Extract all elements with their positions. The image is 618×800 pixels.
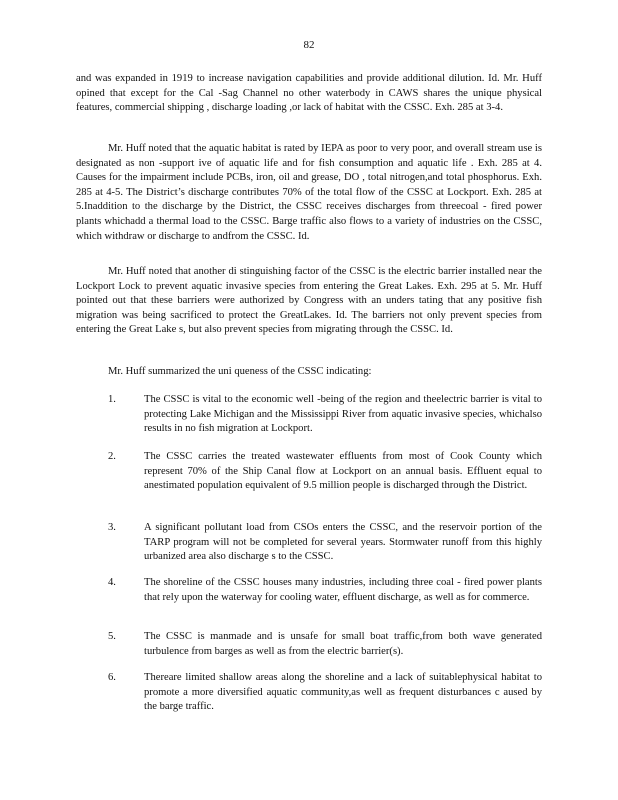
list-item-number: 1.: [108, 394, 116, 405]
list-item-text: Thereare limited shallow areas along the shoreline and a lack of suitablephysical habitat to promote a more diversified aquatic community,as well as frequent disturbances c aused by the barge traffic.: [144, 672, 542, 713]
paragraph-channel-history: and was expanded in 1919 to increase navigation capabilities and provide additional dilution. Id. Mr. Huff opined that except for the Cal -Sag Channel no other waterbody in CAWS shares the unique physical features, commercial shipping , discharge loading ,or lack of habitat with the CSSC. Exh. 285 at 3-4.: [76, 73, 542, 114]
list-item-text: The CSSC is vital to the economic well -being of the region and theelectric barrier is vital to protecting Lake Michigan and the Mississippi River from aquatic invasive species, whichalso results in no fish migration at Lockport.: [144, 394, 542, 435]
list-item-text: The CSSC is manmade and is unsafe for small boat traffic,from both wave generated turbulence from barges as well as from the electric barrier(s).: [144, 631, 542, 657]
list-item-number: 5.: [108, 631, 116, 642]
list-item-text: The CSSC carries the treated wastewater effluents from most of Cook County which represent 70% of the Ship Canal flow at Lockport on an annual basis. Effluent equal to anestimated population equivalent of 9.5 million people is discharged through the District.: [144, 451, 542, 492]
page-number: 82: [303, 39, 315, 51]
list-item-text: A significant pollutant load from CSOs enters the CSSC, and the reservoir portion of the TARP program will not be completed for several years. Stormwater runoff from this highly urbanized area also discharge s to the CSSC.: [144, 522, 542, 563]
paragraph-electric-barrier: Mr. Huff noted that another di stinguishing factor of the CSSC is the electric barrier installed near the Lockport Lock to prevent aquatic invasive species from entering the Great Lakes. Exh. 295 at 5. Mr. Huff pointed out that these barriers were authorized by Congress with an unders tating that any positive fish migration was being sacrificed to protect the GreatLakes. Id. The barriers not only prevent species from entering the Great Lake s, but also prevent species from migrating through the CSSC. Id.: [76, 266, 542, 336]
paragraph-summary-intro: Mr. Huff summarized the uni queness of the CSSC indicating:: [108, 366, 372, 377]
list-item-number: 2.: [108, 451, 116, 462]
list-item-text: The shoreline of the CSSC houses many industries, including three coal - fired power plants that rely upon the waterway for cooling water, effluent discharge, as well as for commerce.: [144, 577, 542, 603]
paragraph-aquatic-habitat: Mr. Huff noted that the aquatic habitat is rated by IEPA as poor to very poor, and overall stream use is designated as non -support ive of aquatic life and for fish consumption and aquatic life . Exh. 285 at 4. Causes for the impairment include PCBs, iron, oil and grease, DO , total nitrogen,and total phosphorus. Exh. 285 at 4-5. The District’s discharge contributes 70% of the total flow of the CSSC at Lockport. Exh. 285 at 5.Inaddition to the discharge by the District, the CSSC receives discharges from threecoal - fired power plants whichadd a thermal load to the CSSC. Barge traffic also flows to a variety of industries on the CSSC, which withdraw or discharge to andfrom the CSSC. Id.: [76, 143, 542, 242]
list-item-number: 4.: [108, 577, 116, 588]
list-item-number: 6.: [108, 672, 116, 683]
list-item-number: 3.: [108, 522, 116, 533]
